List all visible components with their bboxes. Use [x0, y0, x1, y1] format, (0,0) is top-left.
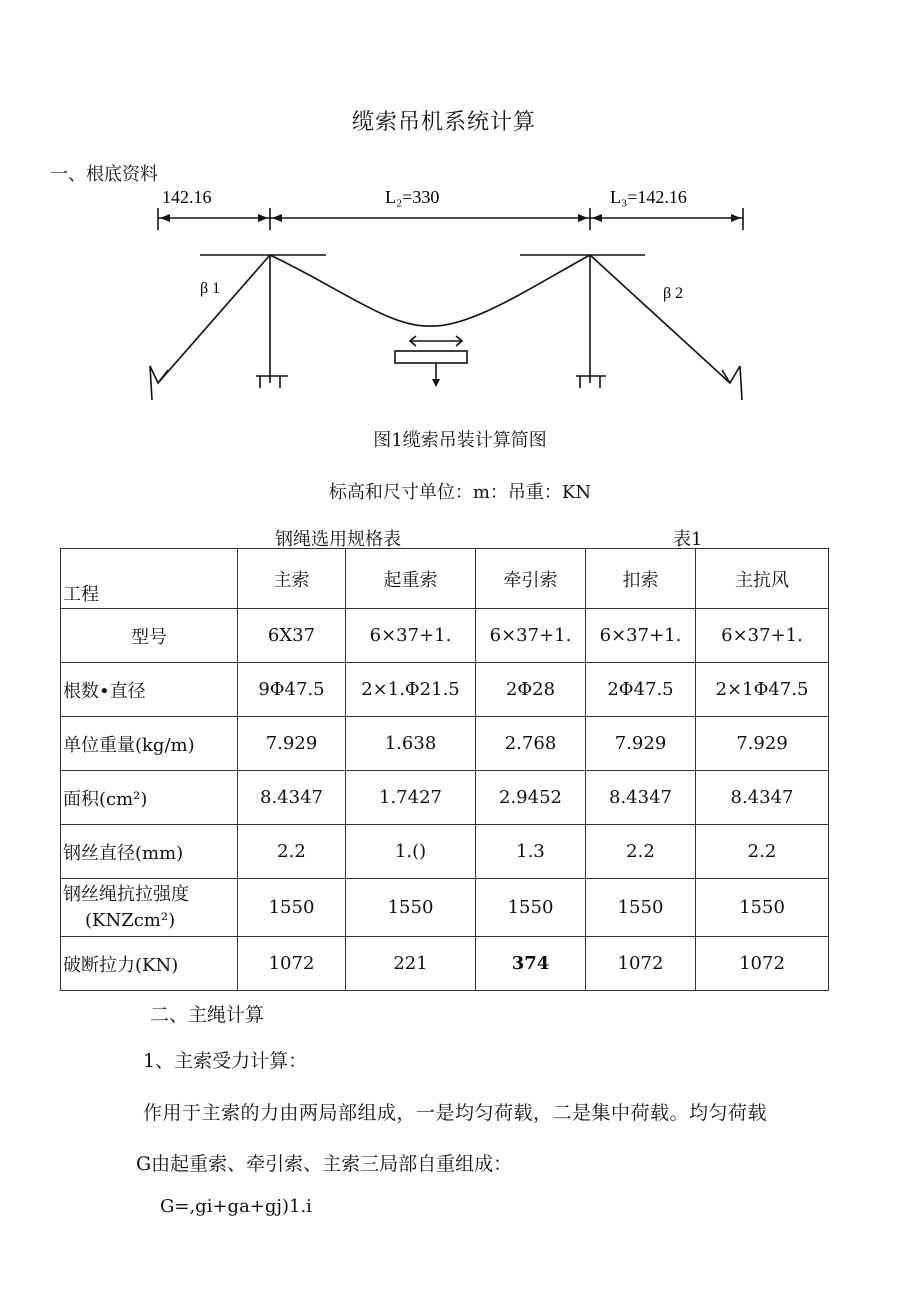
- row-label: 面积(cm²): [61, 771, 238, 825]
- column-header: 扣索: [586, 549, 696, 609]
- table-cell: 1072: [696, 937, 829, 991]
- subsection-heading: 1、主索受力计算：: [143, 1050, 308, 1072]
- paragraph-line: 作用于主索的力由两局部组成，一是均匀荷载，二是集中荷载。均匀荷载: [143, 1102, 768, 1124]
- table-cell: 6×37+1.: [586, 609, 696, 663]
- table-cell: 2.2: [696, 825, 829, 879]
- table-row: [61, 937, 829, 991]
- table-cell: 2Φ47.5: [586, 663, 696, 717]
- row-label: 型号: [61, 609, 238, 663]
- table-number: 表1: [673, 529, 703, 550]
- table-row: [61, 771, 829, 825]
- section-heading-main-cable: 二、主绳计算: [150, 1004, 265, 1026]
- table-cell: 6X37: [238, 609, 346, 663]
- beta2-label: β 2: [663, 285, 684, 302]
- formula: G=,gi+ga+gj)1.i: [160, 1196, 312, 1217]
- table-cell: 1.3: [476, 825, 586, 879]
- row-label: [61, 879, 238, 937]
- dimension-label-right: L₃=142.16: [610, 187, 687, 207]
- table-cell: 374: [476, 937, 586, 991]
- beta1-label: β 1: [200, 280, 221, 297]
- table-cell: 6×37+1.: [476, 609, 586, 663]
- table-row: [61, 825, 829, 879]
- table-cell: 221: [346, 937, 476, 991]
- table-cell: 2.768: [476, 717, 586, 771]
- back-stay-right: [590, 255, 730, 383]
- paragraph-line: G由起重索、牵引索、主索三局部自重组成：: [136, 1153, 513, 1175]
- table-cell: 1072: [238, 937, 346, 991]
- table-cell: 1550: [238, 879, 346, 937]
- row-label: 根数•直径: [61, 663, 238, 717]
- row-label: 破断拉力(KN): [61, 937, 238, 991]
- table-cell: 1.7427: [346, 771, 476, 825]
- row-label: 单位重量(kg/m): [61, 717, 238, 771]
- table-cell: 6×37+1.: [696, 609, 829, 663]
- table-cell: 7.929: [586, 717, 696, 771]
- table-row: [61, 879, 829, 937]
- header-item-label: 工程: [61, 549, 238, 609]
- table-cell: 2.2: [586, 825, 696, 879]
- table-cell: 2.9452: [476, 771, 586, 825]
- column-header: 主抗风: [696, 549, 829, 609]
- column-header: 主索: [238, 549, 346, 609]
- table-cell: 1550: [586, 879, 696, 937]
- table-cell: 1.638: [346, 717, 476, 771]
- row-label: 钢丝直径(mm): [61, 825, 238, 879]
- table-cell: 7.929: [238, 717, 346, 771]
- table-cell: 9Φ47.5: [238, 663, 346, 717]
- dimension-label-left: 142.16: [162, 187, 212, 207]
- table-cell: 1072: [586, 937, 696, 991]
- row-label-line2: (KNZcm²): [85, 909, 176, 931]
- load-block: [395, 351, 467, 363]
- table-cell: 2Φ28: [476, 663, 586, 717]
- table-row: [61, 717, 829, 771]
- figure-caption: 图1缆索吊装计算简图: [373, 430, 547, 451]
- anchor-left: [150, 366, 168, 383]
- table-cell: 2×1.Φ21.5: [346, 663, 476, 717]
- table-cell: 2×1Φ47.5: [696, 663, 829, 717]
- table-cell: 6×37+1.: [346, 609, 476, 663]
- dimension-label-mid: L₂=330: [385, 187, 440, 207]
- table-header-row: [61, 549, 829, 609]
- cable-crane-diagram: [140, 178, 760, 403]
- table-cell: 1550: [696, 879, 829, 937]
- table-row: [61, 609, 829, 663]
- table-caption: 钢绳选用规格表: [275, 529, 401, 550]
- anchor-right: [722, 366, 740, 383]
- table-cell: 2.2: [238, 825, 346, 879]
- table-cell: 8.4347: [696, 771, 829, 825]
- table-cell: 7.929: [696, 717, 829, 771]
- row-label-line1: 钢丝绳抗拉强度: [63, 883, 189, 905]
- column-header: 牵引索: [476, 549, 586, 609]
- section-heading-basic-data: 一、根底资料: [50, 164, 158, 185]
- table-cell: 1550: [346, 879, 476, 937]
- table-cell: 8.4347: [586, 771, 696, 825]
- table-row: [61, 663, 829, 717]
- table-cell: 1550: [476, 879, 586, 937]
- units-note: 标高和尺寸单位：m：吊重：KN: [328, 482, 592, 503]
- column-header: 起重索: [346, 549, 476, 609]
- back-stay-left: [158, 255, 270, 383]
- document-title: 缆索吊机系统计算: [351, 110, 536, 135]
- table-cell: 8.4347: [238, 771, 346, 825]
- table-cell: 1.(): [346, 825, 476, 879]
- wire-rope-spec-table: [60, 548, 829, 991]
- main-cable: [270, 255, 590, 326]
